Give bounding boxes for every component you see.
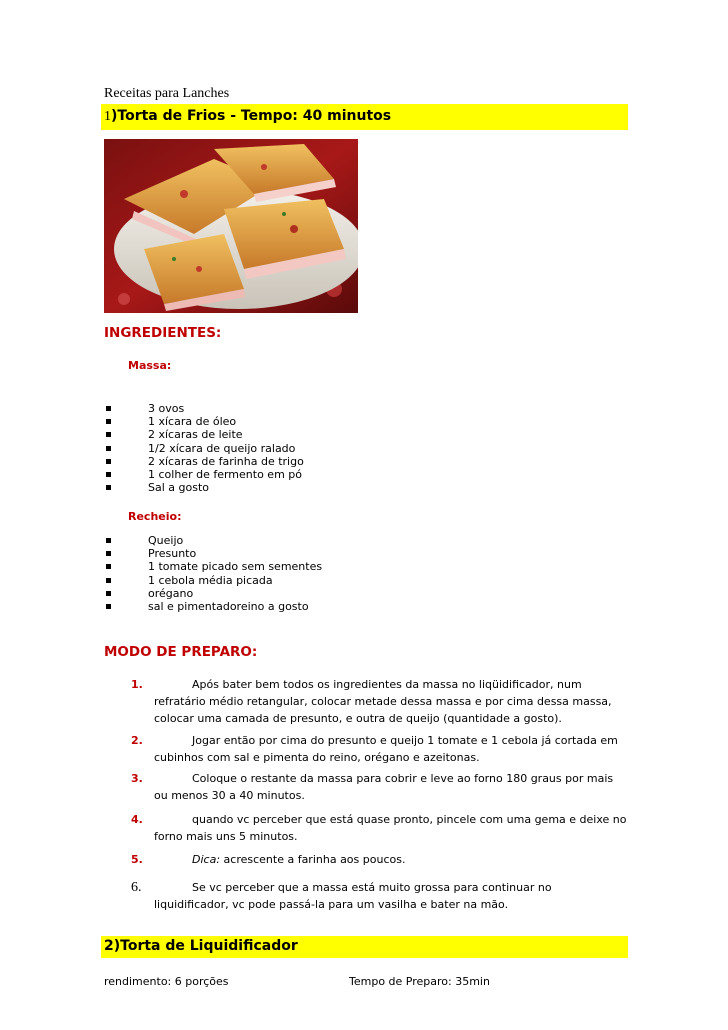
step-item xyxy=(128,879,628,913)
bullet-icon xyxy=(106,459,111,464)
ingredients-heading: INGREDIENTES: xyxy=(104,325,222,341)
step-tip-label: Dica: xyxy=(192,853,221,866)
step-number: 2. xyxy=(131,734,143,747)
recipe-2-prep-time: Tempo de Preparo: 35min xyxy=(349,975,490,988)
ingredient-text: 1 tomate picado sem sementes xyxy=(148,560,323,574)
ingredient-text: sal e pimentadoreino a gosto xyxy=(148,600,309,614)
step-item xyxy=(128,676,628,727)
recheio-heading: Recheio: xyxy=(128,510,182,523)
ingredient-text: 1 xícara de óleo xyxy=(148,415,237,429)
modo-de-preparo-heading: MODO DE PREPARO: xyxy=(104,644,258,660)
step-text: quando vc perceber que está quase pronto, pincele com uma gema e deixe no forno mais uns 5 minutos. xyxy=(154,813,627,843)
step-number: 6. xyxy=(131,880,142,895)
recheio-ingredient-list xyxy=(104,534,322,613)
list-item xyxy=(104,600,322,613)
ingredient-text: 1/2 xícara de queijo ralado xyxy=(148,441,296,455)
recipe-1-title-bar xyxy=(101,104,628,130)
step-item xyxy=(128,770,628,804)
list-item xyxy=(104,481,304,494)
step-number: 5. xyxy=(131,853,143,866)
list-item xyxy=(104,534,322,547)
recipe-1-number: 1 xyxy=(104,109,111,124)
ingredient-text: 1 colher de fermento em pó xyxy=(148,468,302,482)
document-title: Receitas para Lanches xyxy=(104,86,230,101)
list-item xyxy=(104,574,322,587)
step-text: Coloque o restante da massa para cobrir e leve ao forno 180 graus por mais ou menos 30 a 40 minutos. xyxy=(154,772,614,802)
list-item xyxy=(104,402,304,415)
recipe-2-yield: rendimento: 6 porções xyxy=(104,975,229,988)
bullet-icon xyxy=(106,406,111,411)
step-text: Se vc perceber que a massa está muito grossa para continuar no liquidificador, vc pode passá-la para um vasilha e bater na mão. xyxy=(154,881,552,911)
ingredient-text: Presunto xyxy=(148,547,197,561)
recipe-1-title xyxy=(104,108,391,125)
list-item xyxy=(104,415,304,428)
bullet-icon xyxy=(106,591,111,596)
bullet-icon xyxy=(106,472,111,477)
recipe-1-title-text: )Torta de Frios - Tempo: 40 minutos xyxy=(111,108,392,124)
recipe-2-title: 2)Torta de Liquidificador xyxy=(104,938,298,954)
ingredient-text: orégano xyxy=(148,586,194,600)
list-item xyxy=(104,587,322,600)
ingredient-text: 3 ovos xyxy=(148,402,185,415)
list-item xyxy=(104,468,304,481)
bullet-icon xyxy=(106,419,111,424)
bullet-icon xyxy=(106,538,111,543)
bullet-icon xyxy=(106,604,111,609)
step-item xyxy=(128,851,628,868)
step-number: 4. xyxy=(131,813,143,826)
ingredient-text: Queijo xyxy=(148,534,184,547)
list-item xyxy=(104,442,304,455)
list-item xyxy=(104,428,304,441)
list-item xyxy=(104,455,304,468)
torta-de-frios-photo xyxy=(104,139,358,313)
step-text: Jogar então por cima do presunto e queijo 1 tomate e 1 cebola já cortada em cubinhos com sal e pimenta do reino, orégano e azeitonas. xyxy=(154,734,618,764)
step-text: acrescente a farinha aos poucos. xyxy=(220,853,406,866)
massa-heading: Massa: xyxy=(128,359,172,372)
bullet-icon xyxy=(106,578,111,583)
torta-photo-illustration xyxy=(104,139,358,313)
ingredient-text: 2 xícaras de leite xyxy=(148,428,243,442)
list-item xyxy=(104,560,322,573)
bullet-icon xyxy=(106,446,111,451)
bullet-icon xyxy=(106,551,111,556)
ingredient-text: 1 cebola média picada xyxy=(148,573,273,587)
bullet-icon xyxy=(106,485,111,490)
ingredient-text: 2 xícaras de farinha de trigo xyxy=(148,454,304,468)
step-number: 1. xyxy=(131,678,143,691)
step-text: Após bater bem todos os ingredientes da massa no liqüidificador, num refratário médio retangular, colocar metade dessa massa e por cima dessa massa, colocar uma camada de presunto, e outra de queijo (quantidade a gosto). xyxy=(154,678,612,725)
recipe-2-title-bar xyxy=(101,936,628,958)
bullet-icon xyxy=(106,432,111,437)
list-item xyxy=(104,547,322,560)
step-item xyxy=(128,732,628,766)
step-number: 3. xyxy=(131,772,143,785)
step-item xyxy=(128,811,628,845)
ingredient-text: Sal a gosto xyxy=(148,481,209,495)
massa-ingredient-list xyxy=(104,402,304,494)
bullet-icon xyxy=(106,564,111,569)
